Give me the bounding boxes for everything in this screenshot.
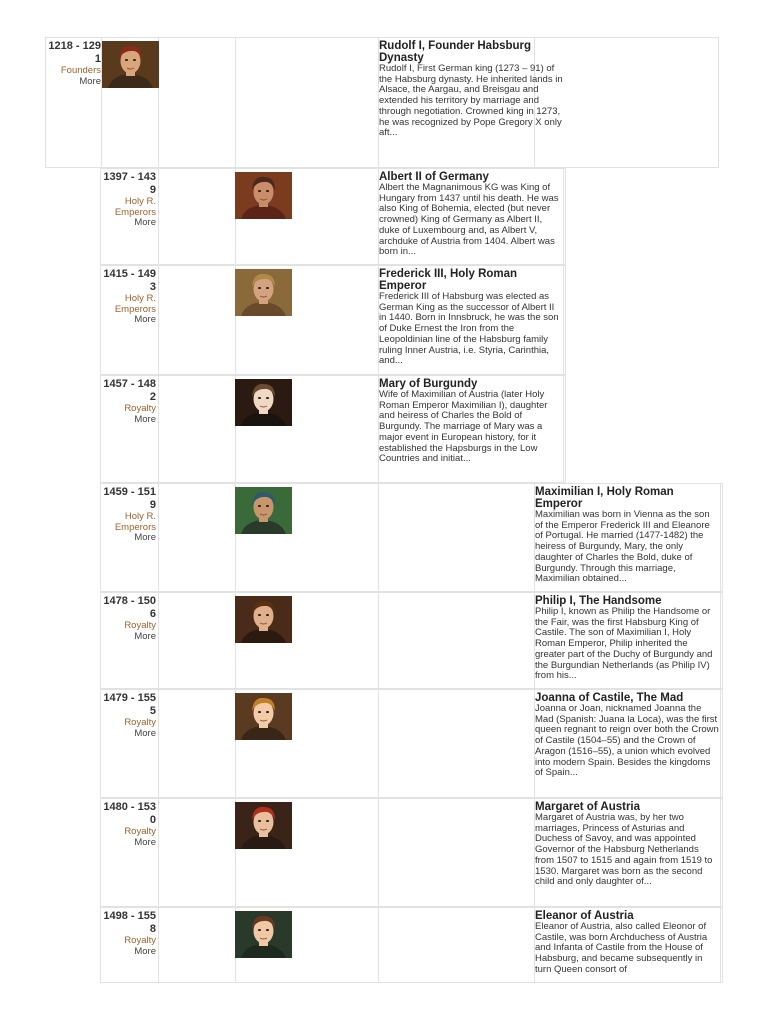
timeline-row (100, 483, 723, 592)
date-cell (102, 268, 156, 326)
life-dates: 1459 - 1519 (103, 486, 156, 511)
life-dates: 1397 - 1439 (103, 171, 156, 196)
column-divider (158, 266, 159, 374)
column-divider (720, 908, 721, 982)
timeline-row (45, 37, 719, 168)
more-link[interactable]: More (134, 630, 156, 642)
portrait-icon[interactable] (235, 802, 292, 849)
entry-text (379, 40, 563, 139)
date-cell (102, 486, 156, 544)
timeline-row (100, 375, 566, 483)
more-link[interactable]: More (79, 75, 101, 87)
column-divider (563, 266, 564, 374)
date-cell (102, 801, 156, 848)
category-link[interactable]: Founders (60, 65, 101, 76)
date-cell (102, 378, 156, 425)
column-divider (378, 690, 379, 797)
date-cell (102, 171, 156, 229)
more-link[interactable]: More (134, 945, 156, 957)
more-link[interactable]: More (134, 727, 156, 739)
entry-description: Albert the Magnanimous KG was King of Hungary from 1437 until his death. He was also King of Bohemia, elected (but never crowned) King of Germany as Albert II, duke of Luxembourg and, as Albert V, archduke of Austria from 1404. Albert was born in... (379, 182, 559, 258)
entry-title[interactable]: Margaret of Austria (535, 801, 641, 813)
entry-title[interactable]: Mary of Burgundy (379, 378, 478, 390)
timeline-row (100, 168, 566, 265)
life-dates: 1479 - 1555 (103, 692, 156, 717)
column-divider (378, 908, 379, 982)
portrait-icon[interactable] (235, 911, 292, 958)
timeline-row (100, 689, 723, 798)
entry-title[interactable]: Maximilian I, Holy Roman Emperor (535, 486, 674, 510)
portrait-icon[interactable] (102, 41, 159, 88)
column-divider (158, 593, 159, 688)
entry-text (535, 801, 719, 888)
entry-title[interactable]: Eleanor of Austria (535, 910, 634, 922)
timeline-row (100, 798, 723, 907)
category-link[interactable]: Holy R. Emperors (114, 511, 156, 533)
portrait-icon[interactable] (235, 596, 292, 643)
category-link[interactable]: Royalty (124, 935, 156, 946)
column-divider (235, 38, 236, 167)
column-divider (720, 690, 721, 797)
entry-title[interactable]: Philip I, The Handsome (535, 595, 662, 607)
entry-title[interactable]: Albert II of Germany (379, 171, 489, 183)
timeline-row (100, 592, 723, 689)
entry-text (379, 268, 563, 367)
entry-description: Margaret of Austria was, by her two marriages, Princess of Asturias and Duchess of Savoy, and was appointed Governor of the Habsburg Netherlands from 1507 to 1515 and again from 1519 to 1530. Margaret was born as the second child and only daughter of... (535, 812, 713, 888)
entry-description: Eleanor of Austria, also called Eleonor of Castile, was born Archduchess of Austria and Infanta of Castile from the House of Habsburg, and became subsequently in turn Queen consort of (535, 921, 708, 975)
column-divider (158, 376, 159, 482)
column-divider (158, 799, 159, 906)
date-cell (47, 40, 101, 87)
category-link[interactable]: Royalty (124, 826, 156, 837)
life-dates: 1218 - 1291 (48, 40, 101, 65)
column-divider (158, 908, 159, 982)
date-cell (102, 910, 156, 957)
entry-description: Rudolf I, First German king (1273 – 91) of the Habsburg dynasty. He inherited lands in Alsace, the Aargau, and Breisgau and extended his territory by marriage and through negotiation. Crowned king in 1273, he was recognized by Pope Gregory X only aft... (379, 63, 563, 139)
life-dates: 1478 - 1506 (103, 595, 156, 620)
timeline-row (100, 907, 723, 983)
column-divider (720, 593, 721, 688)
more-link[interactable]: More (134, 217, 156, 228)
entry-text (535, 692, 719, 779)
column-divider (158, 484, 159, 591)
column-divider (378, 799, 379, 906)
date-cell (102, 595, 156, 642)
entry-title[interactable]: Joanna of Castile, The Mad (535, 692, 684, 704)
entry-text (379, 378, 563, 465)
portrait-icon[interactable] (235, 269, 292, 316)
entry-text (379, 171, 563, 258)
category-link[interactable]: Holy R. Emperors (114, 293, 156, 315)
column-divider (158, 690, 159, 797)
more-link[interactable]: More (134, 413, 156, 425)
category-link[interactable]: Royalty (124, 717, 156, 728)
portrait-icon[interactable] (235, 487, 292, 534)
category-link[interactable]: Holy R. Emperors (114, 196, 156, 218)
column-divider (720, 484, 721, 591)
column-divider (158, 169, 159, 264)
category-link[interactable]: Royalty (124, 403, 156, 414)
column-divider (563, 169, 564, 264)
timeline-row (100, 265, 566, 375)
portrait-icon[interactable] (235, 172, 292, 219)
date-cell (102, 692, 156, 739)
entry-text (535, 486, 719, 585)
entry-description: Maximilian was born in Vienna as the son of the Emperor Frederick III and Eleanore of Portugal. He married (1477-1482) the heiress of Burgundy, Mary, the only daughter of Charles the Bold, duke of Burgundy. Through this marriage, Maximilian obtained... (535, 509, 710, 585)
column-divider (563, 376, 564, 482)
column-divider (378, 593, 379, 688)
column-divider (378, 484, 379, 591)
entry-text (535, 910, 719, 976)
portrait-icon[interactable] (235, 379, 292, 426)
column-divider (720, 799, 721, 906)
entry-description: Joanna or Joan, nicknamed Joanna the Mad (Spanish: Juana la Loca), was the first queen regnant to reign over both the Crown of Castile (1504–55) and the Crown of Aragon (1516–55), a union which evolved into modern Spain. Besides the kingdoms of Spain... (535, 703, 719, 779)
entry-description: Philip I, known as Philip the Handsome or the Fair, was the first Habsburg King of Castile. The son of Maximilian I, Holy Roman Emperor, Philip inherited the greater part of the Duchy of Burgundy and the Burgundian Netherlands (as Philip IV) from his... (535, 606, 713, 682)
portrait-icon[interactable] (235, 693, 292, 740)
life-dates: 1498 - 1558 (103, 910, 156, 935)
entry-text (535, 595, 719, 682)
more-link[interactable]: More (134, 314, 156, 325)
entry-title[interactable]: Frederick III, Holy Roman Emperor (379, 268, 518, 292)
entry-description: Wife of Maximilian of Austria (later Holy Roman Emperor Maximilian I), daughter and heiress of Charles the Bold of Burgundy. The marriage of Mary was a major event in European history, for it established the Hapsburgs in the Low Countries and initiat... (379, 389, 548, 465)
entry-description: Frederick III of Habsburg was elected as German King as the successor of Albert II in 1440. Born in Innsbruck, he was the son of Duke Ernest the Iron from the Leopoldinian line of the Habsburg family ruling Inner Austria, i.e. Styria, Carinthia, and... (379, 291, 559, 367)
life-dates: 1457 - 1482 (103, 378, 156, 403)
entry-title[interactable]: Rudolf I, Founder Habsburg Dynasty (379, 40, 532, 64)
more-link[interactable]: More (134, 532, 156, 543)
life-dates: 1415 - 1493 (103, 268, 156, 293)
category-link[interactable]: Royalty (124, 620, 156, 631)
life-dates: 1480 - 1530 (103, 801, 156, 826)
more-link[interactable]: More (134, 836, 156, 848)
